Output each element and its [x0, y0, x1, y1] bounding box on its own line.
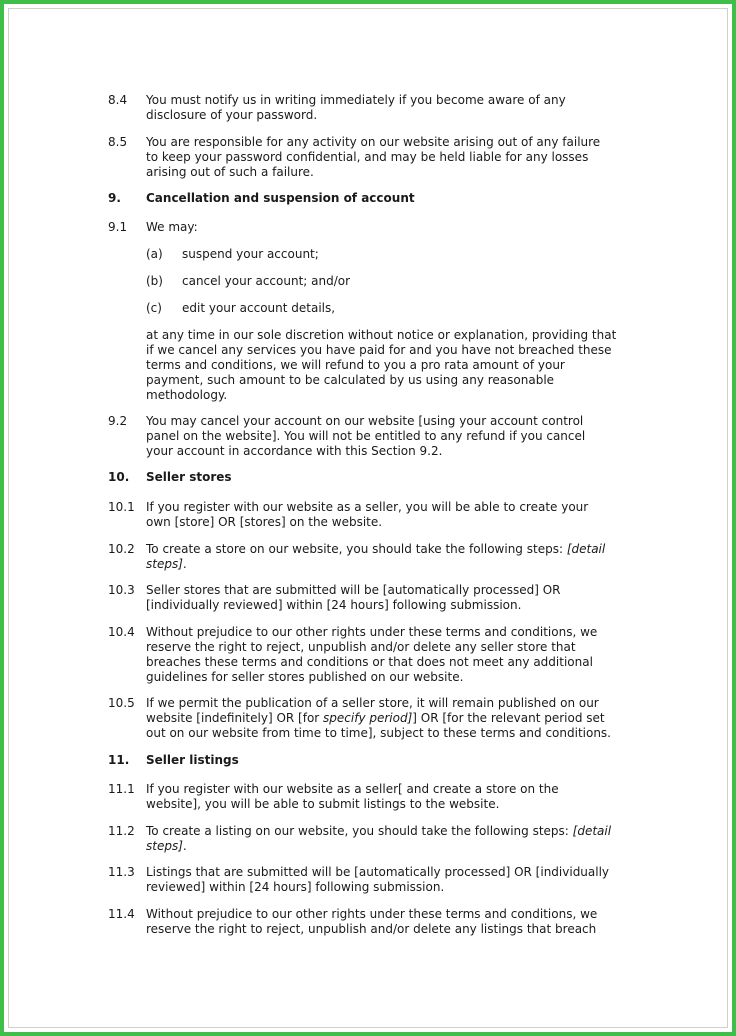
clause-9-1	[108, 220, 648, 235]
clause-text	[146, 907, 648, 937]
text-line: breaches these terms and conditions or that does not meet any additional	[146, 655, 593, 669]
text-line: You are responsible for any activity on our website arising out of any failure	[146, 135, 601, 149]
clause-number: 10.1	[108, 500, 135, 514]
text-line	[146, 839, 648, 854]
text-run: To create a listing on our website, you should take the following steps:	[146, 824, 573, 838]
text-line: at any time in our sole discretion without notice or explanation, providing that	[146, 328, 617, 342]
text-line: reserve the right to reject, unpublish and/or delete any seller store that	[146, 640, 576, 654]
clause-8-4	[108, 93, 648, 123]
text-run: ] OR [for the relevant period set	[412, 711, 605, 725]
text-line: out on our website from time to time], subject to these terms and conditions.	[146, 726, 611, 740]
section-heading-11	[108, 753, 648, 768]
clause-text	[146, 696, 648, 741]
clause-10-5	[108, 696, 648, 741]
text-line: Without prejudice to our other rights under these terms and conditions, we	[146, 625, 598, 639]
clause-number: 9.2	[108, 414, 128, 428]
text-line	[146, 557, 648, 572]
text-run: website [indefinitely] OR [for	[146, 711, 324, 725]
clause-text	[146, 500, 648, 530]
section-number: 10.	[108, 470, 130, 484]
clause-number: 11.2	[108, 824, 135, 838]
subclause-letter: (b)	[146, 274, 163, 288]
clause-number: 8.5	[108, 135, 128, 149]
clause-10-1	[108, 500, 648, 530]
placeholder-text: [detail	[572, 824, 612, 838]
clause-number: 10.2	[108, 542, 135, 556]
clause-number: 10.5	[108, 696, 135, 710]
subclause-letter: (c)	[146, 301, 162, 315]
text-line: disclosure of your password.	[146, 108, 318, 122]
clause-11-4	[108, 907, 648, 937]
clause-text	[146, 865, 648, 895]
text-line: methodology.	[146, 388, 228, 402]
subclause-text: edit your account details,	[182, 301, 336, 315]
clause-number: 10.4	[108, 625, 135, 639]
placeholder-text: steps]	[146, 839, 183, 853]
text-line: Listings that are submitted will be [automatically processed] OR [individually	[146, 865, 610, 879]
placeholder-text: [detail	[566, 542, 606, 556]
clause-10-2	[108, 542, 648, 572]
text-line: website], you will be able to submit listings to the website.	[146, 797, 500, 811]
section-number: 9.	[108, 191, 121, 205]
clause-text	[146, 824, 648, 854]
subclause-letter: (a)	[146, 247, 163, 261]
text-line: If you register with our website as a seller[ and create a store on the	[146, 782, 559, 796]
clause-text	[146, 220, 648, 235]
text-line: If we permit the publication of a seller store, it will remain published on our	[146, 696, 599, 710]
text-line: We may:	[146, 220, 198, 234]
clause-text	[146, 328, 648, 403]
clause-number: 8.4	[108, 93, 128, 107]
text-line: arising out of such a failure.	[146, 165, 314, 179]
text-line: guidelines for seller stores published on our website.	[146, 670, 464, 684]
section-title: Cancellation and suspension of account	[146, 191, 415, 205]
text-line: terms and conditions, we will refund to you a pro rata amount of your	[146, 358, 565, 372]
clause-8-5	[108, 135, 648, 180]
text-line	[146, 824, 648, 839]
clause-11-2	[108, 824, 648, 854]
subclause-9-1-a	[146, 247, 646, 262]
section-heading-9	[108, 191, 648, 206]
subclause-text: suspend your account;	[182, 247, 319, 261]
clause-text	[146, 542, 648, 572]
clause-9-2	[108, 414, 648, 459]
clause-number: 11.4	[108, 907, 135, 921]
text-line	[146, 711, 648, 726]
text-line: reviewed] within [24 hours] following submission.	[146, 880, 445, 894]
text-line: If you register with our website as a seller, you will be able to create your	[146, 500, 589, 514]
clause-11-1	[108, 782, 648, 812]
subclause-9-1-c	[146, 301, 646, 316]
section-title: Seller listings	[146, 753, 239, 767]
clause-10-4	[108, 625, 648, 685]
text-line: Seller stores that are submitted will be [automatically processed] OR	[146, 583, 561, 597]
text-line: reserve the right to reject, unpublish and/or delete any listings that breach	[146, 922, 597, 936]
subclause-9-1-b	[146, 274, 646, 289]
clause-text	[146, 414, 648, 459]
text-line: if we cancel any services you have paid for and you have not breached these	[146, 343, 612, 357]
text-run: .	[182, 839, 187, 853]
text-line: You may cancel your account on our website [using your account control	[146, 414, 584, 428]
section-heading-10	[108, 470, 648, 485]
clause-number: 10.3	[108, 583, 135, 597]
text-line: [individually reviewed] within [24 hours] following submission.	[146, 598, 522, 612]
section-number: 11.	[108, 753, 130, 767]
text-run: .	[182, 557, 187, 571]
text-line: Without prejudice to our other rights under these terms and conditions, we	[146, 907, 598, 921]
clause-text	[146, 782, 648, 812]
text-line	[146, 542, 648, 557]
placeholder-text: specify period]	[323, 711, 413, 725]
clause-9-1-continuation	[108, 328, 648, 403]
clause-text	[146, 583, 648, 613]
text-line: own [store] OR [stores] on the website.	[146, 515, 383, 529]
section-title: Seller stores	[146, 470, 232, 484]
text-line: panel on the website]. You will not be entitled to any refund if you cancel	[146, 429, 586, 443]
text-run: To create a store on our website, you should take the following steps:	[146, 542, 567, 556]
text-line: You must notify us in writing immediately if you become aware of any	[146, 93, 566, 107]
text-line: to keep your password confidential, and may be held liable for any losses	[146, 150, 589, 164]
clause-number: 11.3	[108, 865, 135, 879]
text-line: payment, such amount to be calculated by us using any reasonable	[146, 373, 555, 387]
clause-text	[146, 93, 648, 123]
clause-text	[146, 625, 648, 685]
clause-11-3	[108, 865, 648, 895]
clause-10-3	[108, 583, 648, 613]
text-line: your account in accordance with this Section 9.2.	[146, 444, 443, 458]
subclause-text: cancel your account; and/or	[182, 274, 351, 288]
clause-number: 11.1	[108, 782, 135, 796]
clause-number: 9.1	[108, 220, 128, 234]
placeholder-text: steps]	[146, 557, 183, 571]
clause-text	[146, 135, 648, 180]
